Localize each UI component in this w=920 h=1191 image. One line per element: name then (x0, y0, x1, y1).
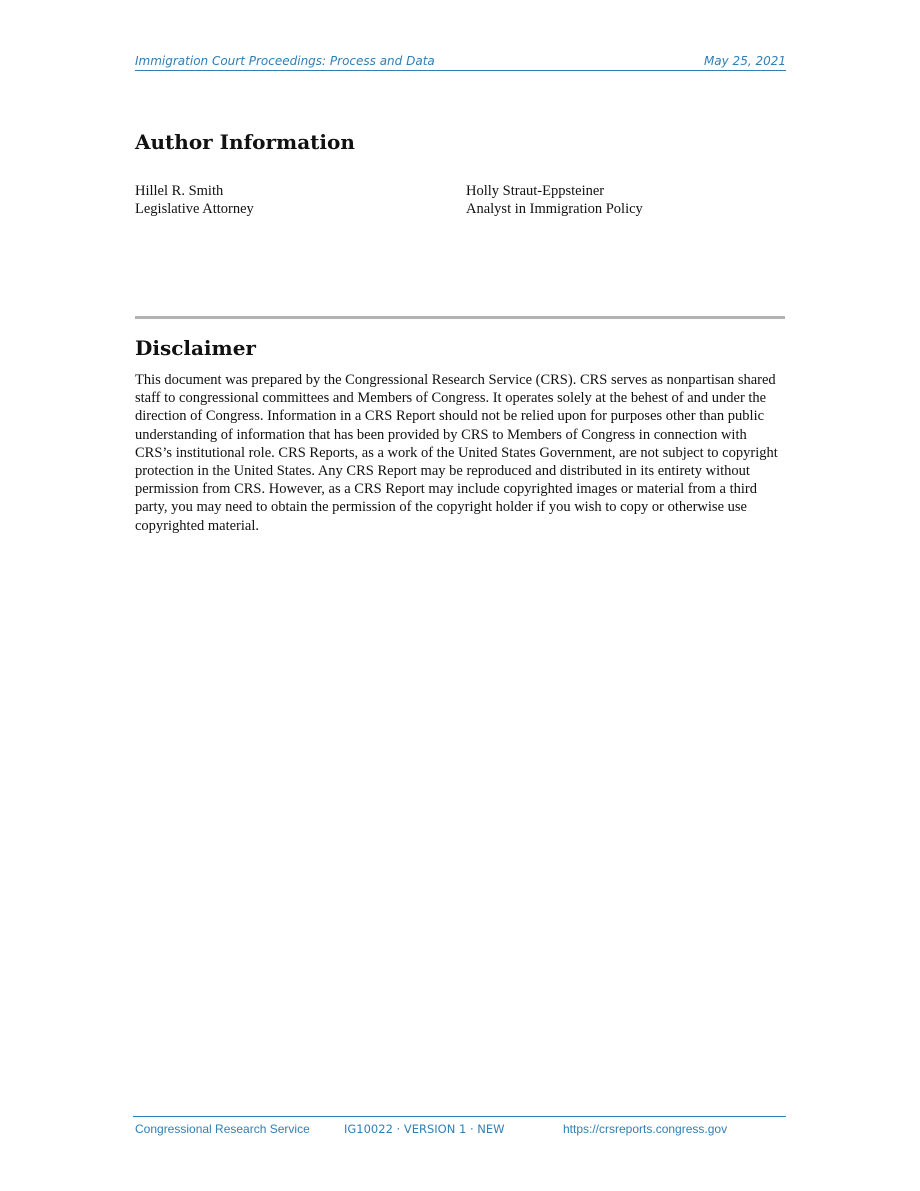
disclaimer-heading: Disclaimer (135, 336, 256, 360)
page-header (135, 54, 786, 71)
author-role: Analyst in Immigration Policy (466, 201, 643, 217)
footer-report-code: IG10022 · VERSION 1 · NEW (344, 1122, 505, 1136)
author-name: Holly Straut-Eppsteiner (466, 183, 605, 199)
section-divider (135, 316, 785, 319)
author-role: Legislative Attorney (135, 201, 254, 217)
footer-url-link[interactable]: https://crsreports.congress.gov (563, 1122, 728, 1136)
footer-organization: Congressional Research Service (135, 1122, 310, 1136)
author-name: Hillel R. Smith (135, 183, 224, 199)
page-footer (133, 1116, 786, 1141)
header-title: Immigration Court Proceedings: Process and Data (135, 54, 435, 68)
author-entry (135, 182, 254, 218)
disclaimer-text: This document was prepared by the Congressional Research Service (CRS). CRS serves as nonpartisan shared staff to congressional committees and Members of Congress. It operates solely at the behest of and under the direction of Congress. Information in a CRS Report should not be relied upon for purposes other than public understanding of information that has been provided by CRS to Members of Congress in connection with CRS’s institutional role. CRS Reports, as a work of the United States Government, are not subject to copyright protection in the United States. Any CRS Report may be reproduced and distributed in its entirety without permission from CRS. However, as a CRS Report may include copyrighted images or material from a third party, you may need to obtain the permission of the copyright holder if you wish to copy or otherwise use copyrighted material. (135, 372, 778, 534)
header-date: May 25, 2021 (703, 54, 786, 68)
author-entry (466, 182, 643, 218)
author-information-heading: Author Information (135, 130, 355, 154)
